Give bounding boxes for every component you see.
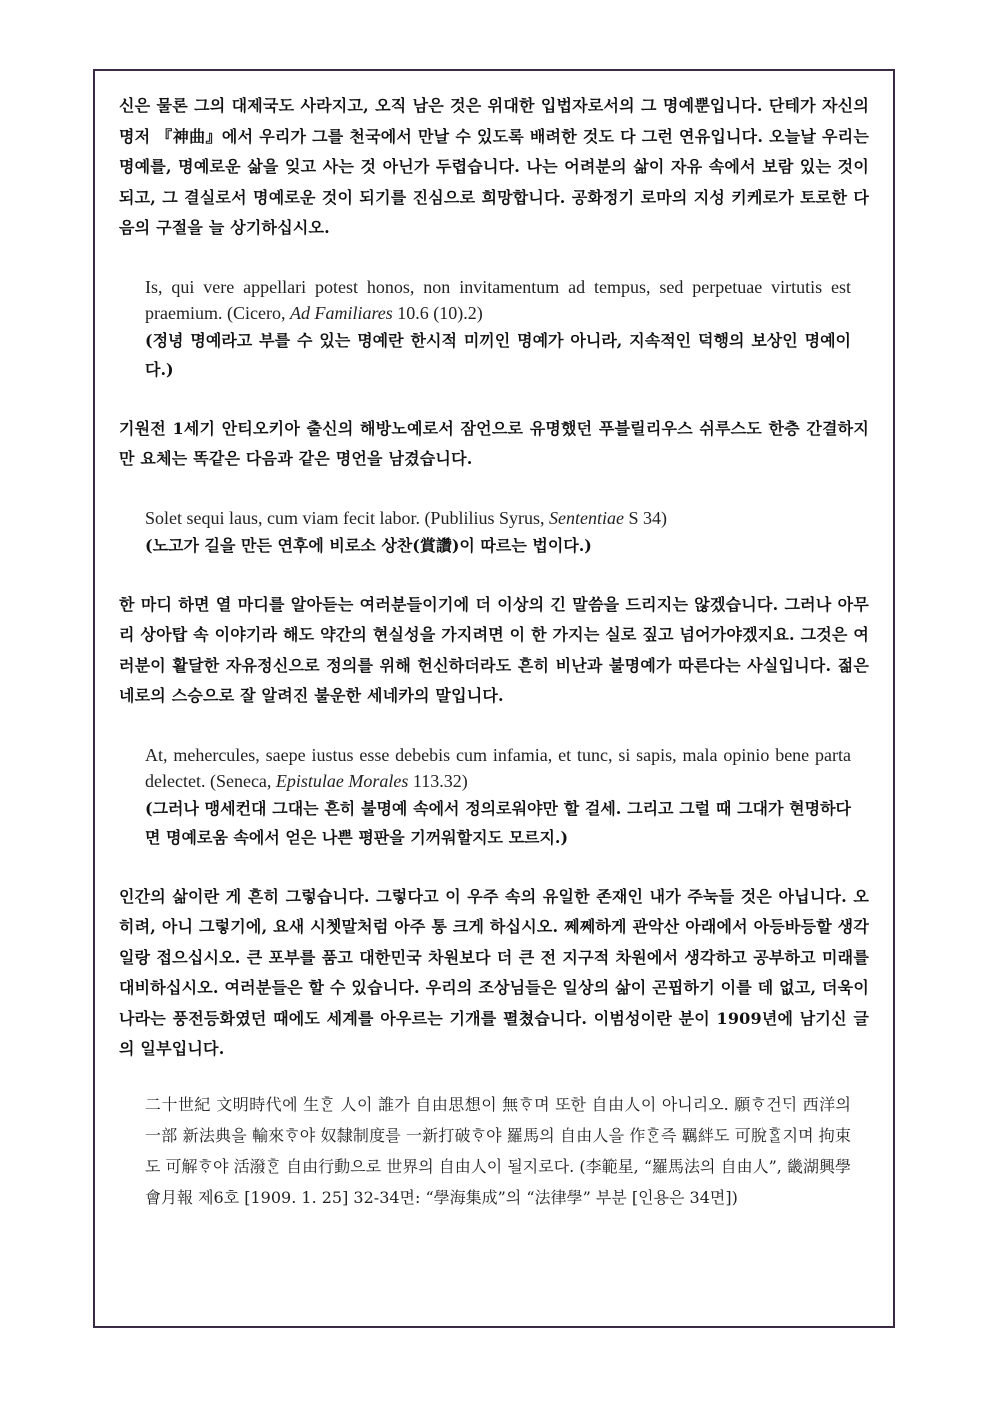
cicero-latin: Is, qui vere appellari potest honos, non invitamentum ad tempus, sed perpetuae virtutis est praemium. (Cicero, Ad Familiares 10.6 (10).2) bbox=[145, 276, 851, 323]
paragraph-2: 기원전 1세기 안티오키아 출신의 해방노예로서 잠언으로 유명했던 푸블릴리우스 쉬루스도 한층 간결하지만 요체는 똑같은 다음과 같은 명언을 남겼습니다. bbox=[119, 418, 869, 468]
hanja-quote-text: 二十世紀 文明時代에 生ᄒᆞᆫ 人이 誰가 自由思想이 無ᄒᆞ며 또한 自由人이 아니리오. 願ᄒᆞ건ᄃᆡ 西洋의 一部 新法典을 輸來ᄒᆞ야 奴隸制度를 一新打破ᄒᆞ야 羅馬의 自由人을 作ᄒᆞᆫ즉 羈絆도 可脫ᄒᆞᆯ지며 拘束도 可解ᄒᆞ야 活潑ᄒᆞᆫ 自由行動으로 世界의 自由人이 될지로다. bbox=[145, 1094, 851, 1176]
cicero-quote bbox=[145, 274, 851, 384]
paragraph-4: 인간의 삶이란 게 흔히 그렇습니다. 그렇다고 이 우주 속의 유일한 존재인 내가 주눅들 것은 아닙니다. 오히려, 아니 그렇기에, 요새 시쳇말처럼 아주 통 크게 하십시오. 쩨쩨하게 관악산 아래에서 아등바등할 생각일랑 접으십시오. 큰 포부를 품고 대한민국 차원보다 더 큰 전 지구적 차원에서 생각하고 공부하고 미래를 대비하십시오. 여러분들은 할 수 있습니다. 우리의 조상님들은 일상의 삶이 곤핍하기 이를 데 없고, 더욱이 나라는 풍전등화였던 때에도 세계를 아우르는 기개를 펼쳤습니다. 이범성이란 분이 1909년에 남기신 글의 일부입니다. bbox=[119, 886, 869, 1058]
seneca-quote bbox=[145, 742, 851, 852]
seneca-work-title: Epistulae Morales bbox=[275, 770, 409, 791]
syrus-translation: (노고가 길을 만든 연후에 비로소 상찬(賞讚)이 따르는 법이다.) bbox=[145, 535, 592, 555]
paragraph-1: 신은 물론 그의 대제국도 사라지고, 오직 남은 것은 위대한 입법자로서의 그 명예뿐입니다. 단테가 자신의 명저 『神曲』에서 우리가 그를 천국에서 만날 수 있도록 배려한 것도 다 그런 연유입니다. 오늘날 우리는 명예를, 명예로운 삶을 잊고 사는 것 아닌가 두렵습니다. 나는 어려분의 삶이 자유 속에서 보람 있는 것이 되고, 그 결실로서 명예로운 것이 되기를 진심으로 희망합니다. 공화정기 로마의 지성 키케로가 토로한 다음의 구절을 늘 상기하십시오. bbox=[119, 96, 869, 237]
cicero-translation: (정녕 명예라고 부를 수 있는 명예란 한시적 미끼인 명예가 아니라, 지속적인 덕행의 보상인 명예이다.) bbox=[145, 330, 851, 379]
syrus-quote bbox=[145, 505, 851, 560]
syrus-latin: Solet sequi laus, cum viam fecit labor. (Publilius Syrus, Sententiae S 34) bbox=[145, 507, 667, 528]
hanja-quote-citation: (李範星, “羅馬法의 自由人”, 畿湖興學會月報 제6호 [1909. 1. 25] 32-34면: “學海集成”의 “法律學” 부분 [인용은 34면]) bbox=[145, 1156, 852, 1207]
cicero-work-title: Ad Familiares bbox=[289, 302, 393, 323]
seneca-translation: (그러나 맹세컨대 그대는 흔히 불명예 속에서 정의로워야만 할 걸세. 그리고 그럴 때 그대가 현명하다면 명예로움 속에서 얻은 나쁜 평판을 기꺼워할지도 모르지.) bbox=[145, 798, 851, 847]
seneca-latin: At, mehercules, saepe iustus esse debebis cum infamia, et tunc, si sapis, mala opinio bene parta delectet. (Seneca, Epistulae Morales 113.32) bbox=[145, 744, 851, 791]
paragraph-3: 한 마디 하면 열 마디를 알아듣는 여러분들이기에 더 이상의 긴 말씀을 드리지는 않겠습니다. 그러나 아무리 상아탑 속 이야기라 해도 약간의 현실성을 가지려면 이 한 가지는 실로 짚고 넘어가야겠지요. 그것은 여러분이 활달한 자유정신으로 정의를 위해 헌신하더라도 흔히 비난과 불명예가 따른다는 사실입니다. 젊은 네로의 스승으로 잘 알려진 불운한 세네카의 말입니다. bbox=[119, 594, 869, 705]
syrus-work-title: Sententiae bbox=[548, 507, 624, 528]
hanja-quote bbox=[145, 1089, 851, 1213]
page-frame bbox=[93, 69, 895, 1328]
